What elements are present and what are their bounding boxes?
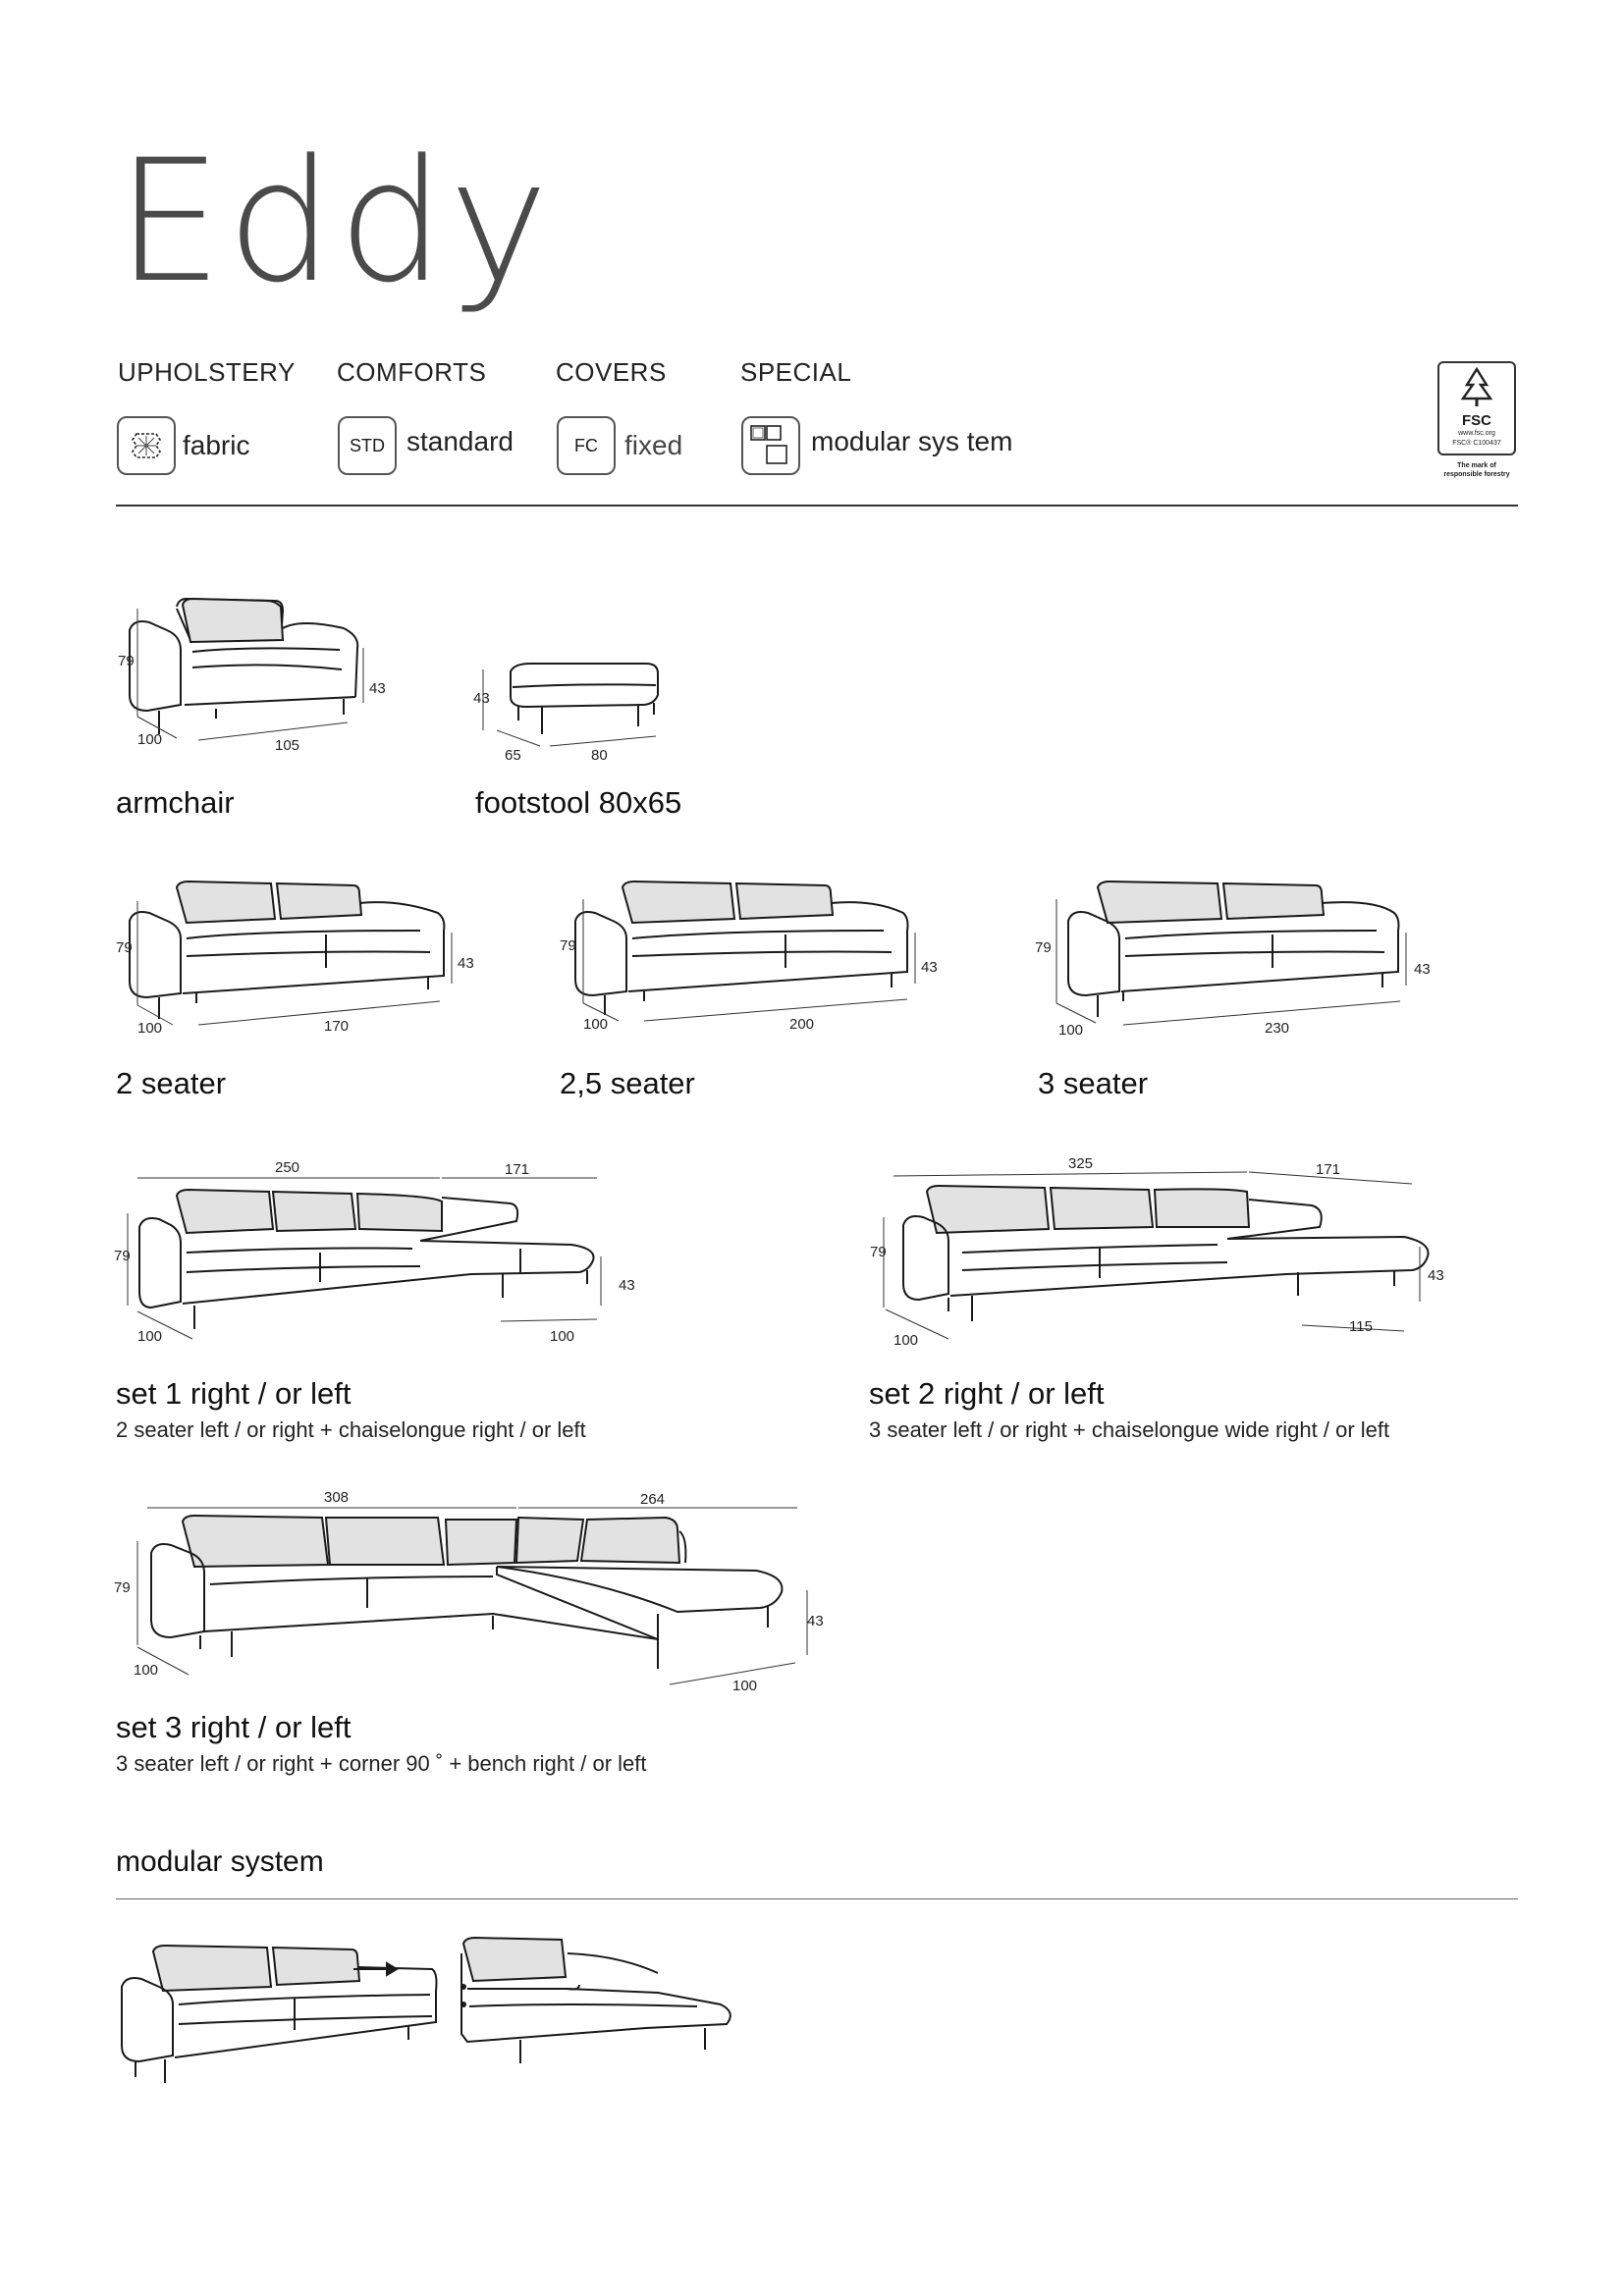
three-seater-label: 3 seater — [1038, 1066, 1149, 1100]
fsc-url: www.fsc.org — [1458, 430, 1495, 437]
header-divider — [116, 505, 1518, 507]
comforts-value: standard — [406, 426, 514, 456]
set-2-width-chaise: 171 — [1316, 1161, 1341, 1178]
upholstery-heading: UPHOLSTERY — [118, 357, 296, 387]
two-half-seater-height: 79 — [560, 937, 576, 954]
modular-divider — [116, 1898, 1518, 1899]
set-1-width-chaise: 171 — [505, 1161, 530, 1178]
footstool-width: 80 — [591, 747, 608, 764]
std-badge: STD — [338, 416, 397, 475]
armchair-seat: 43 — [369, 680, 386, 697]
set-3-width-sofa: 308 — [324, 1489, 350, 1506]
set-3-drawing — [108, 1482, 835, 1708]
fsc-logo — [1437, 361, 1516, 455]
footstool-label: footstool 80x65 — [475, 785, 682, 820]
set-2-seat: 43 — [1428, 1267, 1444, 1284]
set-2-description: 3 seater left / or right + chaiselongue wide right / or left — [869, 1417, 1390, 1442]
set-3-depth: 100 — [134, 1662, 159, 1679]
set-3-seat: 43 — [807, 1613, 824, 1629]
armchair-depth: 100 — [137, 731, 163, 748]
set-1-depth: 100 — [137, 1328, 163, 1345]
upholstery-value: fabric — [183, 430, 250, 460]
set-2-label: set 2 right / or left — [869, 1376, 1105, 1411]
footstool-depth: 65 — [505, 747, 521, 764]
two-half-seater-seat: 43 — [921, 959, 938, 976]
covers-heading: COVERS — [556, 357, 667, 387]
armchair-width: 105 — [275, 737, 300, 754]
fc-badge: FC — [557, 416, 616, 475]
armchair-drawing — [108, 589, 403, 766]
two-half-seater-depth: 100 — [583, 1016, 609, 1033]
three-seater-width: 230 — [1265, 1020, 1290, 1037]
set-1-chaise-depth: 100 — [550, 1328, 575, 1345]
special-heading: SPECIAL — [740, 357, 852, 387]
set-3-height: 79 — [114, 1579, 131, 1596]
modular-heading: modular system — [116, 1845, 324, 1878]
two-half-seater-drawing — [550, 874, 962, 1041]
set-1-width-sofa: 250 — [275, 1159, 300, 1176]
two-seater-seat: 43 — [458, 955, 474, 972]
three-seater-height: 79 — [1035, 939, 1052, 956]
three-seater-drawing — [1021, 874, 1492, 1041]
fsc-tagline: The mark of responsible forestry — [1443, 462, 1510, 478]
set-3-width-bench: 264 — [640, 1491, 666, 1508]
two-seater-label: 2 seater — [116, 1066, 227, 1100]
three-seater-depth: 100 — [1058, 1022, 1084, 1039]
three-seater-seat: 43 — [1414, 961, 1431, 978]
two-half-seater-width: 200 — [789, 1016, 815, 1033]
set-3-description: 3 seater left / or right + corner 90 ˚ + bench right / or left — [116, 1751, 647, 1776]
special-value: modular sys tem — [811, 426, 1013, 456]
set-2-drawing — [854, 1148, 1483, 1355]
set-3-bench-depth: 100 — [732, 1678, 758, 1694]
set-1-description: 2 seater left / or right + chaiselongue right / or left — [116, 1417, 586, 1442]
fsc-wordmark: FSC — [1462, 412, 1491, 429]
modular-icon — [741, 416, 800, 475]
modular-diagram — [108, 1934, 756, 2101]
footstool-seat: 43 — [473, 690, 490, 707]
set-2-height: 79 — [870, 1244, 887, 1260]
two-seater-width: 170 — [324, 1018, 350, 1035]
footstool-drawing — [461, 648, 677, 766]
fsc-tree-icon — [1439, 363, 1514, 408]
comforts-heading: COMFORTS — [337, 357, 487, 387]
set-2-chaise-depth: 115 — [1349, 1318, 1373, 1335]
armchair-height: 79 — [118, 653, 135, 669]
set-2-width-sofa: 325 — [1068, 1155, 1094, 1172]
set-1-drawing — [108, 1158, 658, 1355]
set-2-depth: 100 — [893, 1332, 919, 1349]
covers-value: fixed — [624, 430, 683, 460]
two-seater-depth: 100 — [137, 1020, 163, 1037]
set-1-seat: 43 — [619, 1277, 635, 1294]
set-3-label: set 3 right / or left — [116, 1710, 352, 1744]
page-title: Eddy — [116, 123, 553, 320]
fsc-code: FSC® C100437 — [1452, 440, 1501, 447]
two-seater-height: 79 — [116, 939, 133, 956]
armchair-label: armchair — [116, 785, 235, 820]
set-1-height: 79 — [114, 1248, 131, 1264]
set-1-label: set 1 right / or left — [116, 1376, 352, 1411]
two-half-seater-label: 2,5 seater — [560, 1066, 695, 1100]
fabric-icon — [117, 416, 176, 475]
two-seater-drawing — [108, 874, 501, 1041]
